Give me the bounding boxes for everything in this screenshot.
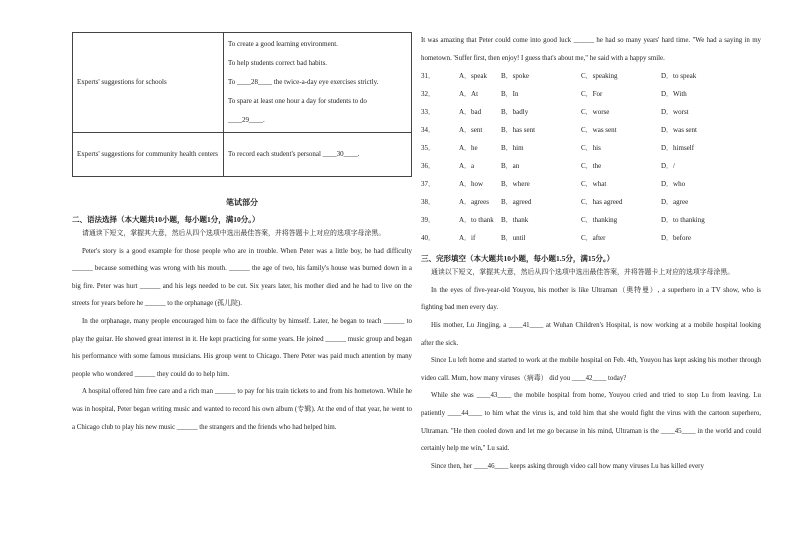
option-b: B．agreed	[501, 198, 532, 207]
option-d: D．to speak	[661, 72, 697, 81]
option-d: D．worst	[661, 108, 689, 117]
option-c: C．his	[581, 144, 601, 153]
option-b: B．him	[501, 144, 524, 153]
option-d: D．himself	[661, 144, 695, 153]
option-d: D．was sent	[661, 126, 697, 135]
option-row	[421, 175, 761, 193]
option-a: A．speak	[459, 72, 487, 81]
option-c: C．after	[581, 234, 606, 243]
option-d: D．/	[661, 162, 675, 171]
option-b: B．thank	[501, 216, 529, 225]
option-a: A．how	[459, 180, 484, 189]
question-number: 31．	[421, 72, 435, 81]
question-number: 35．	[421, 144, 435, 153]
passage-paragraph: His mother, Lu Jingjing, a ____41____ at Wuhan Children's Hospital, is now working at a mobile hospital looking after the sick.	[421, 321, 761, 347]
option-c: C．was sent	[581, 126, 617, 135]
question-number: 40．	[421, 234, 435, 243]
passage-paragraph: A hospital offered him free care and a rich man ______ to pay for his train tickets to and from his hometown. While he was in hospital, Peter began writing music and wanted to record his own album (专辑). At the end of that year, he went to a Chicago club to play his new music ______ the strangers and the friends who had helped him.	[72, 388, 412, 431]
question-number: 39．	[421, 216, 435, 225]
option-row	[421, 193, 761, 211]
question-number: 36．	[421, 162, 435, 171]
option-d: D．before	[661, 234, 691, 243]
option-b: B．spoke	[501, 72, 529, 81]
question-number: 33．	[421, 108, 435, 117]
option-b: B．where	[501, 180, 530, 189]
table-row	[73, 33, 412, 133]
question-number: 34．	[421, 126, 435, 135]
option-a: A．agrees	[459, 198, 489, 207]
option-b: B．until	[501, 234, 526, 243]
option-a: A．bad	[459, 108, 482, 117]
option-b: B．an	[501, 162, 520, 171]
option-a: A．a	[459, 162, 475, 171]
option-a: A．to thank	[459, 216, 494, 225]
suggestion-line: To help students correct bad habits.	[228, 59, 328, 67]
option-a: A．if	[459, 234, 476, 243]
options-list	[421, 67, 761, 247]
option-c: C．worse	[581, 108, 610, 117]
option-d: D．to thanking	[661, 216, 705, 225]
option-d: D．With	[661, 90, 687, 99]
passage-paragraph: Since Lu left home and started to work at the mobile hospital on Feb. 4th, Youyou has kept asking his mother through video call. Mum, how many viruses（病毒） did you ____42____ today?	[421, 357, 761, 382]
question-number: 38．	[421, 198, 435, 207]
option-b: B．has sent	[501, 126, 536, 135]
option-row	[421, 85, 761, 103]
option-d: D．who	[661, 180, 686, 189]
option-c: C．what	[581, 180, 607, 189]
option-a: A．At	[459, 90, 479, 99]
suggestion-line: To spare at least one hour a day for students to do	[228, 97, 367, 105]
written-part-title: 笔试部分	[226, 198, 258, 207]
suggestions-table	[72, 32, 412, 177]
option-c: C．speaking	[581, 72, 618, 81]
section3-instruction: 通读以下短文，掌握其大意，然后从四个选项中选出最佳答案，并将答题卡上对应的选项字母涂黑。	[431, 269, 735, 277]
question-number: 32．	[421, 90, 435, 99]
passage-continuation: It was amazing that Peter could come into good luck ______ he had so many years' hard time. "We had a saying in my hometown. 'Suffer first, then enjoy! I guess that's about me," he said with a happy smile.	[421, 37, 761, 62]
option-b: B．In	[501, 90, 519, 99]
table-content-cell	[224, 133, 412, 177]
option-b: B．badly	[501, 108, 529, 117]
option-d: D．agree	[661, 198, 689, 207]
suggestion-line: To create a good learning environment.	[228, 40, 338, 48]
table-content-cell	[224, 33, 412, 133]
option-row	[421, 229, 761, 247]
option-a: A．he	[459, 144, 478, 153]
table-category-cell: Experts' suggestions for community health centers	[73, 133, 224, 177]
question-number: 37．	[421, 180, 435, 189]
option-row	[421, 121, 761, 139]
left-column	[72, 32, 412, 436]
passage-paragraph: In the eyes of five-year-old Youyou, his mother is like Ultraman（奥特曼）, a superhero in a TV show, who is fighting bad men every day.	[421, 286, 761, 312]
section3-heading: 三、完形填空（本大题共10小题，每小题1.5分，满15分。）	[421, 254, 615, 264]
passage-paragraph: Since then, her ____46____ keeps asking through video call how many viruses Lu has killed every	[431, 462, 704, 470]
suggestion-line: To record each student's personal ____30____.	[228, 150, 360, 158]
section2-heading: 二、语法选择（本大题共10小题，每小题1分，满10分。）	[72, 215, 260, 224]
option-row	[421, 67, 761, 85]
table-row	[73, 133, 412, 177]
option-row	[421, 103, 761, 121]
option-c: C．thanking	[581, 216, 618, 225]
passage-paragraph: In the orphanage, many people encouraged him to face the difficulty by himself. Later, he began to teach ______ to play the guitar. He showed great interest in it. He kept practicing for some years. He joined ______ music group and began his performance with some famous musicians. His group went to Chicago. There Peter was paid much attention by many people who wondered ______ they could do to help him.	[72, 317, 412, 378]
option-row	[421, 139, 761, 157]
option-c: C．For	[581, 90, 603, 99]
option-row	[421, 211, 761, 229]
passage-paragraph: While she was ____43____ the mobile hospital from home, Youyou cried and tried to stop Lu from leaving. Lu patiently ____44____ to him what the virus is, and told him that she would fight the virus with the cartoon superhero, Ultraman. "He then cooled down and let me go because in his mind, Ultraman is the ____45____ in the world and could certainly help me win," Lu said.	[421, 392, 761, 453]
section2-instruction: 请通读下短文，掌握其大意，然后从四个选项中选出最佳答案，并将答题卡上对应的选项字母涂黑。	[82, 230, 386, 237]
passage-paragraph: Peter's story is a good example for those people who are in trouble. When Peter was a little boy, he had difficulty ______ because something was wrong with his mouth. ______ the age of two, his family's house was burned down in a big fire. Peter was hurt ______ and his legs needed to be cut. Six years later, his mother died and he had to live on the streets for years before he ______ to the orphanage (孤儿院).	[72, 247, 412, 308]
option-c: C．the	[581, 162, 602, 171]
option-c: C．has agreed	[581, 198, 623, 207]
suggestion-line: ____29____.	[228, 116, 265, 124]
table-category-cell: Experts' suggestions for schools	[73, 33, 224, 133]
suggestion-line: To ____28____ the twice-a-day eye exercises strictly.	[228, 78, 379, 86]
option-row	[421, 157, 761, 175]
option-a: A．sent	[459, 126, 483, 135]
right-column	[421, 32, 761, 475]
